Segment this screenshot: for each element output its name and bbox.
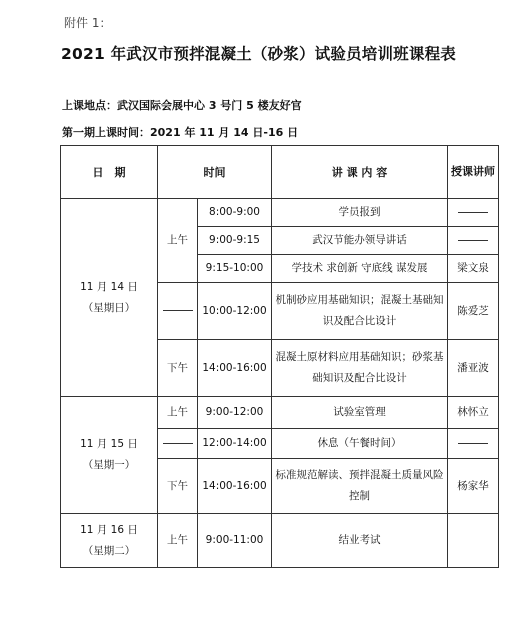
lecturer-cell (448, 514, 499, 568)
time-cell: 10:00-12:00 (198, 283, 272, 340)
period-cell: 上午 (158, 199, 198, 283)
header-content: 讲 课 内 容 (272, 146, 448, 199)
date-label: 11 月 14 日 (80, 280, 138, 293)
date-cell-day2 (61, 397, 158, 514)
schedule-table (60, 145, 499, 568)
content-cell: 结业考试 (272, 514, 448, 568)
period-cell: 上午 (158, 514, 198, 568)
lecturer-cell: 潘亚波 (448, 340, 499, 397)
lecturer-cell (448, 227, 499, 255)
lecturer-cell (448, 429, 499, 459)
dash-mark (163, 443, 193, 444)
lecturer-cell: 陈爱芝 (448, 283, 499, 340)
date-label: 11 月 15 日 (80, 438, 138, 450)
time-cell: 9:00-9:15 (198, 227, 272, 255)
time-cell: 9:00-11:00 (198, 514, 272, 568)
period-cell: 下午 (158, 459, 198, 514)
weekday-label: （星期二） (82, 544, 136, 557)
content-cell: 休息（午餐时间） (272, 429, 448, 459)
period-cell (158, 283, 198, 340)
header-date: 日 期 (61, 146, 158, 199)
session-line: 第一期上课时间：2021 年 11 月 14 日-16 日 (62, 126, 299, 139)
table-row (61, 514, 499, 568)
content-cell: 机制砂应用基础知识；混凝土基础知识及配合比设计 (272, 283, 448, 340)
lecturer-cell: 梁文泉 (448, 255, 499, 283)
lecturer-cell: 杨家华 (448, 459, 499, 514)
attachment-label: 附件 1： (64, 16, 112, 30)
venue-line: 上课地点：武汉国际会展中心 3 号门 5 楼友好官 (62, 99, 302, 112)
page-title: 2021 年武汉市预拌混凝土（砂浆）试验员培训班课程表 (61, 45, 456, 63)
time-cell: 12:00-14:00 (198, 429, 272, 459)
period-cell (158, 429, 198, 459)
table-row (61, 199, 499, 227)
content-cell: 混凝土原材料应用基础知识；砂浆基础知识及配合比设计 (272, 340, 448, 397)
header-lecturer: 授课讲师 (448, 146, 499, 199)
weekday-label: （星期一） (82, 459, 136, 471)
table-row (61, 397, 499, 429)
lecturer-cell: 林怀立 (448, 397, 499, 429)
lecturer-cell (448, 199, 499, 227)
content-cell: 标准规范解读、预拌混凝土质量风险控制 (272, 459, 448, 514)
time-cell: 14:00-16:00 (198, 340, 272, 397)
date-label: 11 月 16 日 (80, 523, 138, 536)
dash-mark (458, 240, 488, 241)
content-cell: 武汉节能办领导讲话 (272, 227, 448, 255)
period-cell: 上午 (158, 397, 198, 429)
weekday-label: （星期日） (82, 301, 136, 314)
content-cell: 学技术 求创新 守底线 谋发展 (272, 255, 448, 283)
dash-mark (458, 212, 488, 213)
time-cell: 8:00-9:00 (198, 199, 272, 227)
time-cell: 14:00-16:00 (198, 459, 272, 514)
content-cell: 试验室管理 (272, 397, 448, 429)
content-cell: 学员报到 (272, 199, 448, 227)
time-cell: 9:15-10:00 (198, 255, 272, 283)
date-cell-day1 (61, 199, 158, 397)
period-cell: 下午 (158, 340, 198, 397)
date-cell-day3 (61, 514, 158, 568)
header-time: 时间 (158, 146, 272, 199)
dash-mark (458, 443, 488, 444)
dash-mark (163, 310, 193, 311)
time-cell: 9:00-12:00 (198, 397, 272, 429)
